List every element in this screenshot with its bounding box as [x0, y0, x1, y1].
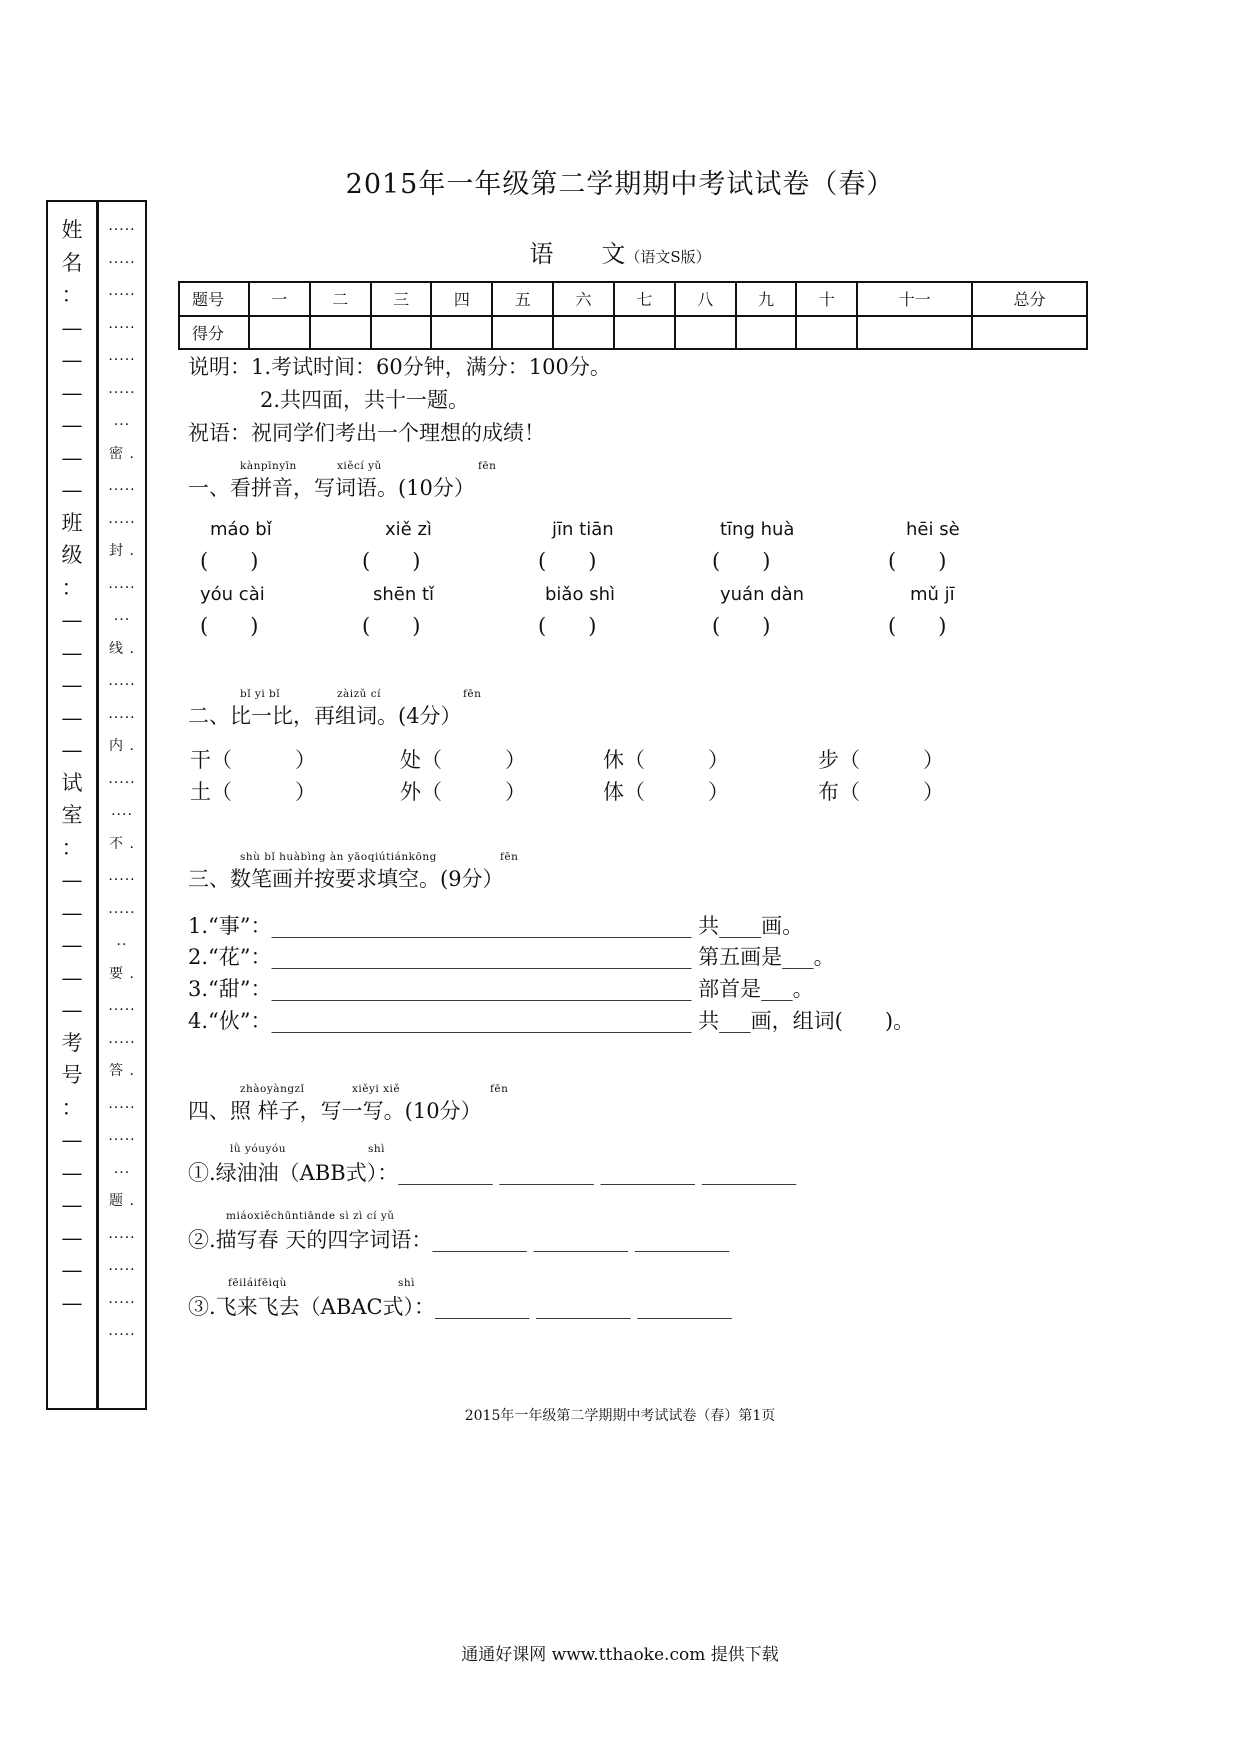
binding-label-char: ： — [61, 1095, 83, 1120]
binding-label-char: — — [61, 640, 83, 665]
sealing-line-segment: ..... — [108, 510, 136, 527]
answer-blank[interactable]: ( ) — [362, 614, 421, 638]
score-col-header: 十 — [796, 282, 857, 316]
score-cell[interactable] — [614, 316, 675, 350]
question-number-label: 题号 — [179, 282, 249, 316]
score-table — [178, 281, 1088, 350]
stroke-question[interactable]: 1.“事”：________________________________________ 共____画。 — [188, 914, 804, 938]
sealing-line-segment: ..... — [108, 1225, 136, 1242]
section3-pinyin-a: shù bǐ huàbìng àn yāoqiútiánkōng — [240, 851, 437, 863]
score-row-label: 得分 — [179, 316, 249, 350]
sealing-line-segment: ... — [113, 413, 131, 429]
score-cell[interactable] — [249, 316, 310, 350]
section1-pinyin-b: xiěcí yǔ — [337, 460, 382, 472]
binding-label-char: 班 — [61, 510, 83, 535]
section3-heading: 三、数笔画并按要求填空。(9分） — [188, 867, 504, 891]
binding-label-char: 室 — [61, 803, 83, 827]
answer-blank[interactable]: ( ) — [362, 549, 421, 573]
compare-word-blank[interactable]: 土（ ） — [190, 780, 316, 804]
binding-label-char: 级 — [61, 543, 83, 567]
binding-label-char: 名 — [61, 250, 83, 275]
score-cell[interactable] — [675, 316, 736, 350]
section4-heading: 四、照 样子，写一写。(10分） — [188, 1099, 482, 1123]
subject-line — [0, 234, 1240, 269]
binding-label-char: — — [61, 413, 83, 437]
score-col-header: 七 — [614, 282, 675, 316]
binding-label-char: — — [61, 1258, 83, 1282]
answer-blank[interactable]: ( ) — [888, 614, 947, 638]
sealing-line-segment: ..... — [108, 1095, 136, 1112]
pinyin-item: xiě zì — [385, 519, 432, 540]
binding-label-char: 试 — [61, 770, 83, 795]
sealing-line-segment: ..... — [108, 900, 136, 917]
sealing-line-text — [99, 202, 145, 1348]
section4-pinyin-a: zhàoyàngzǐ — [240, 1083, 305, 1095]
pinyin-item: biǎo shì — [545, 584, 615, 605]
compare-word-blank[interactable]: 外（ ） — [400, 780, 526, 804]
pinyin-item: máo bǐ — [210, 519, 272, 540]
compare-word-blank[interactable]: 干（ ） — [190, 748, 316, 772]
sealing-line-segment: ..... — [108, 575, 136, 592]
instruction-line-2: 2.共四面，共十一题。 — [260, 388, 470, 412]
binding-label-char: ： — [61, 575, 83, 600]
site-footer: 通通好课网 www.tthaoke.com 提供下载 — [461, 1645, 779, 1665]
binding-label-char: — — [61, 933, 83, 957]
stroke-question[interactable]: 3.“甜”：________________________________________ 部首是___。 — [188, 977, 814, 1001]
binding-label-char: — — [61, 380, 83, 405]
pattern-question-abac[interactable]: ③.飞来飞去（ABAC式）：_________ _________ _________ — [188, 1295, 732, 1319]
score-table-header-row — [179, 282, 1087, 316]
sealing-line-segment: ..... — [108, 1258, 136, 1274]
compare-word-blank[interactable]: 步（ ） — [818, 748, 944, 772]
sealing-line-segment: ..... — [108, 868, 136, 884]
stroke-question[interactable]: 2.“花”：________________________________________ 第五画是___。 — [188, 945, 835, 969]
q3-pinyin-b: shì — [398, 1277, 416, 1289]
answer-blank[interactable]: ( ) — [200, 614, 259, 638]
sealing-line-segment: ..... — [108, 1323, 136, 1339]
sealing-line-segment: ..... — [108, 380, 136, 397]
sealing-line-segment: 要 . — [109, 965, 135, 982]
sealing-line-segment: ... — [113, 1160, 131, 1177]
q2-pinyin: miáoxiěchūntiānde sì zì cí yǔ — [226, 1210, 395, 1222]
section2-pinyin-c: fēn — [463, 688, 482, 700]
stroke-question[interactable]: 4.“伙”：________________________________________ 共___画，组词( )。 — [188, 1009, 915, 1033]
sealing-line-segment: ..... — [108, 1030, 136, 1047]
section1-pinyin-c: fēn — [478, 460, 497, 472]
sealing-line-segment: ..... — [108, 250, 136, 267]
pinyin-item: mǔ jī — [910, 584, 955, 605]
pinyin-item: hēi sè — [906, 519, 960, 540]
q1-pinyin: lǜ yóuyóu — [230, 1143, 286, 1155]
binding-label-char: — — [61, 1193, 83, 1217]
binding-label-char: — — [61, 315, 83, 340]
section2-pinyin-b: zàizǔ cí — [337, 688, 382, 700]
pinyin-item: tīng huà — [720, 519, 795, 540]
score-cell[interactable] — [431, 316, 492, 350]
sealing-line-segment: ..... — [108, 673, 136, 689]
instruction-line-1: 说明：1.考试时间：60分钟，满分：100分。 — [188, 355, 611, 379]
sealing-line-segment: ..... — [108, 1128, 136, 1144]
pinyin-item: yuán dàn — [720, 584, 805, 605]
sealing-line-segment: 密 . — [109, 445, 135, 462]
sealing-line-segment: 内 . — [109, 738, 135, 754]
binding-margin-sealing-line — [97, 200, 147, 1410]
section2-pinyin-a: bǐ yi bǐ — [240, 688, 281, 700]
answer-blank[interactable]: ( ) — [712, 549, 771, 573]
score-cell[interactable] — [796, 316, 857, 350]
binding-label-char: 考 — [61, 1030, 83, 1055]
score-col-header: 十一 — [857, 282, 972, 316]
score-col-header: 五 — [492, 282, 553, 316]
sealing-line-segment: ..... — [108, 770, 136, 787]
binding-label-char: — — [61, 445, 83, 470]
binding-label-char: — — [61, 965, 83, 990]
sealing-line-segment: .... — [111, 803, 133, 819]
score-table-score-row — [179, 316, 1087, 350]
compare-word-blank[interactable]: 布（ ） — [818, 780, 944, 804]
binding-label-char: 姓 — [61, 218, 83, 242]
sealing-line-segment: 题 . — [109, 1193, 135, 1209]
sealing-line-segment: .. — [116, 933, 128, 949]
score-cell[interactable] — [492, 316, 553, 350]
section4-pinyin-c: fēn — [490, 1083, 509, 1095]
section1-pinyin-a: kànpīnyīn — [240, 460, 297, 472]
binding-label-column — [48, 202, 96, 1319]
score-col-header: 六 — [553, 282, 614, 316]
answer-blank[interactable]: ( ) — [538, 614, 597, 638]
binding-label-char: ： — [61, 283, 83, 307]
sealing-line-segment: 答 . — [109, 1063, 135, 1079]
score-col-header: 二 — [310, 282, 371, 316]
compare-word-blank[interactable]: 处（ ） — [400, 748, 526, 772]
subject-edition-note: （语文S版） — [625, 248, 711, 266]
section4-pinyin-b: xiěyi xiě — [352, 1083, 401, 1095]
sealing-line-segment: 封 . — [109, 543, 135, 559]
q1-pinyin-b: shì — [368, 1143, 386, 1155]
section1-heading: 一、看拼音，写词语。(10分） — [188, 476, 475, 500]
q3-pinyin: fēiláifēiqù — [228, 1277, 287, 1289]
answer-blank[interactable]: ( ) — [712, 614, 771, 638]
pattern-question-four-char[interactable]: ②.描写春 天的四字词语：_________ _________ _________ — [188, 1228, 730, 1252]
compare-word-blank[interactable]: 体（ ） — [603, 780, 729, 804]
binding-margin-labels — [46, 200, 98, 1410]
sealing-line-segment: ..... — [108, 1290, 136, 1307]
pinyin-item: shēn tǐ — [373, 584, 435, 605]
sealing-line-segment: ..... — [108, 478, 136, 494]
exam-title: 2015年一年级第二学期期中考试试卷（春） — [345, 169, 895, 200]
binding-label-char: — — [61, 1160, 83, 1185]
binding-label-char: — — [61, 1290, 83, 1315]
sealing-line-segment: ... — [113, 608, 131, 624]
binding-label-char: — — [61, 673, 83, 697]
sealing-line-segment: ..... — [108, 315, 136, 332]
binding-label-char: 号 — [61, 1063, 83, 1087]
binding-label-char: — — [61, 1128, 83, 1152]
answer-blank[interactable]: ( ) — [538, 549, 597, 573]
score-cell[interactable] — [972, 316, 1087, 350]
page-footer: 2015年一年级第二学期期中考试试卷（春）第1页 — [464, 1408, 776, 1424]
wishes-line: 祝语：祝同学们考出一个理想的成绩！ — [188, 421, 545, 445]
sealing-line-segment: ..... — [108, 348, 136, 364]
score-col-header: 一 — [249, 282, 310, 316]
binding-label-char: — — [61, 998, 83, 1022]
sealing-line-segment: ..... — [108, 283, 136, 299]
binding-label-char: — — [61, 478, 83, 502]
compare-word-blank[interactable]: 休（ ） — [603, 748, 729, 772]
sealing-line-segment: 线 . — [109, 640, 135, 657]
pattern-question-abb[interactable]: ①.绿油油（ABB式）：_________ _________ _________ _________ — [188, 1161, 797, 1185]
answer-blank[interactable]: ( ) — [200, 549, 259, 573]
score-col-header: 九 — [736, 282, 797, 316]
answer-blank[interactable]: ( ) — [888, 549, 947, 573]
binding-label-char: — — [61, 705, 83, 730]
subject-name: 语 文 — [529, 240, 626, 268]
sealing-line-segment: ..... — [108, 218, 136, 234]
score-col-header: 八 — [675, 282, 736, 316]
pinyin-item: jīn tiān — [552, 519, 614, 540]
score-cell[interactable] — [310, 316, 371, 350]
binding-label-char: — — [61, 868, 83, 892]
binding-label-char: — — [61, 1225, 83, 1250]
binding-label-char: — — [61, 900, 83, 925]
score-cell[interactable] — [857, 316, 972, 350]
binding-label-char: ： — [61, 835, 83, 860]
sealing-line-segment: ..... — [108, 705, 136, 722]
section2-heading: 二、比一比，再组词。(4分） — [188, 704, 462, 728]
score-col-header: 三 — [371, 282, 432, 316]
score-col-header: 四 — [431, 282, 492, 316]
score-cell[interactable] — [553, 316, 614, 350]
sealing-line-segment: 不 . — [109, 835, 135, 852]
pinyin-item: yóu cài — [200, 584, 265, 605]
section3-pinyin-c: fēn — [500, 851, 519, 863]
sealing-line-segment: ..... — [108, 998, 136, 1014]
binding-label-char: — — [61, 738, 83, 762]
binding-label-char: — — [61, 348, 83, 372]
total-score-label: 总分 — [972, 282, 1087, 316]
binding-label-char: — — [61, 608, 83, 632]
score-cell[interactable] — [736, 316, 797, 350]
score-cell[interactable] — [371, 316, 432, 350]
